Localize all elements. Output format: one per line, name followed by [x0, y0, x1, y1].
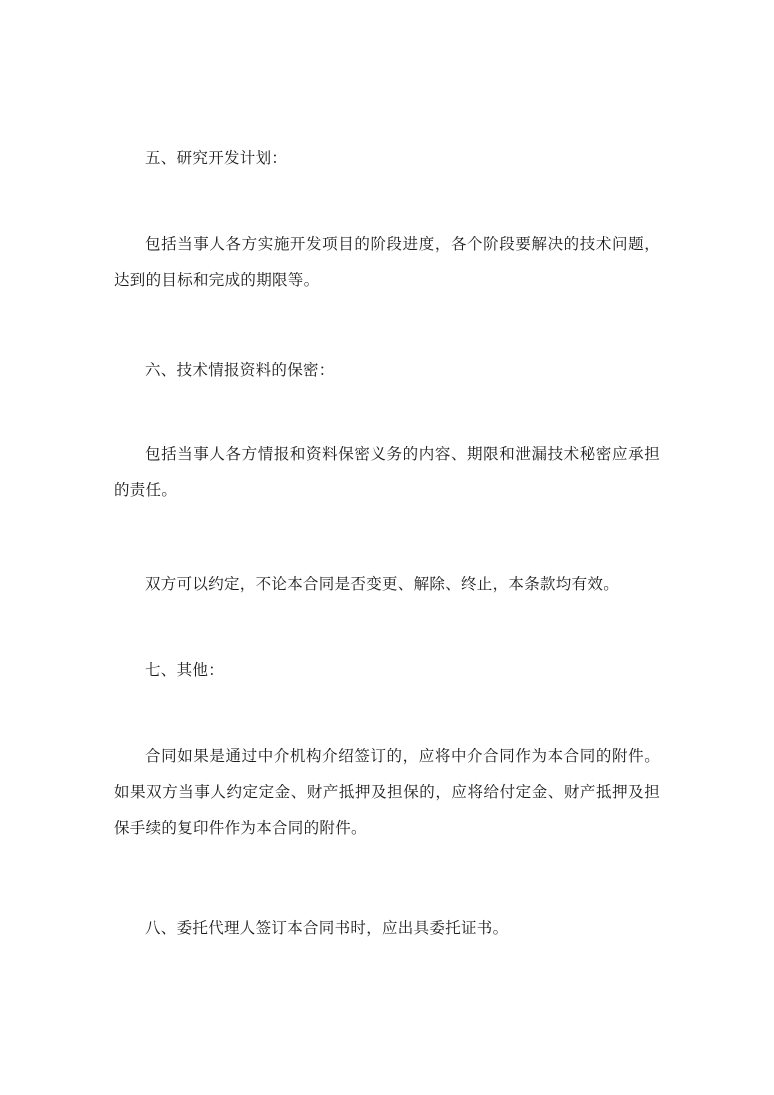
- section-heading-confidentiality: 六、技术情报资料的保密：: [145, 361, 335, 379]
- paragraph-confidentiality-content: 包括当事人各方情报和资料保密义务的内容、期限和泄漏技术秘密应承担的责任。: [114, 445, 660, 499]
- paragraph-other-content: 合同如果是通过中介机构介绍签订的，应将中介合同作为本合同的附件。如果双方当事人约定定金、财产抵押及担保的，应将给付定金、财产抵押及担保手续的复印件作为本合同的附件。: [114, 747, 660, 837]
- section-heading-other: 七、其他：: [145, 661, 225, 679]
- paragraph-agent-signing: 八、委托代理人签订本合同书时，应出具委托证书。: [145, 919, 509, 937]
- paragraph-clause-validity: 双方可以约定，不论本合同是否变更、解除、终止，本条款均有效。: [145, 575, 620, 593]
- paragraph-research-plan-content: 包括当事人各方实施开发项目的阶段进度，各个阶段要解决的技术问题，达到的目标和完成的期限等。: [114, 235, 660, 289]
- section-heading-research-plan: 五、研究开发计划：: [145, 149, 288, 167]
